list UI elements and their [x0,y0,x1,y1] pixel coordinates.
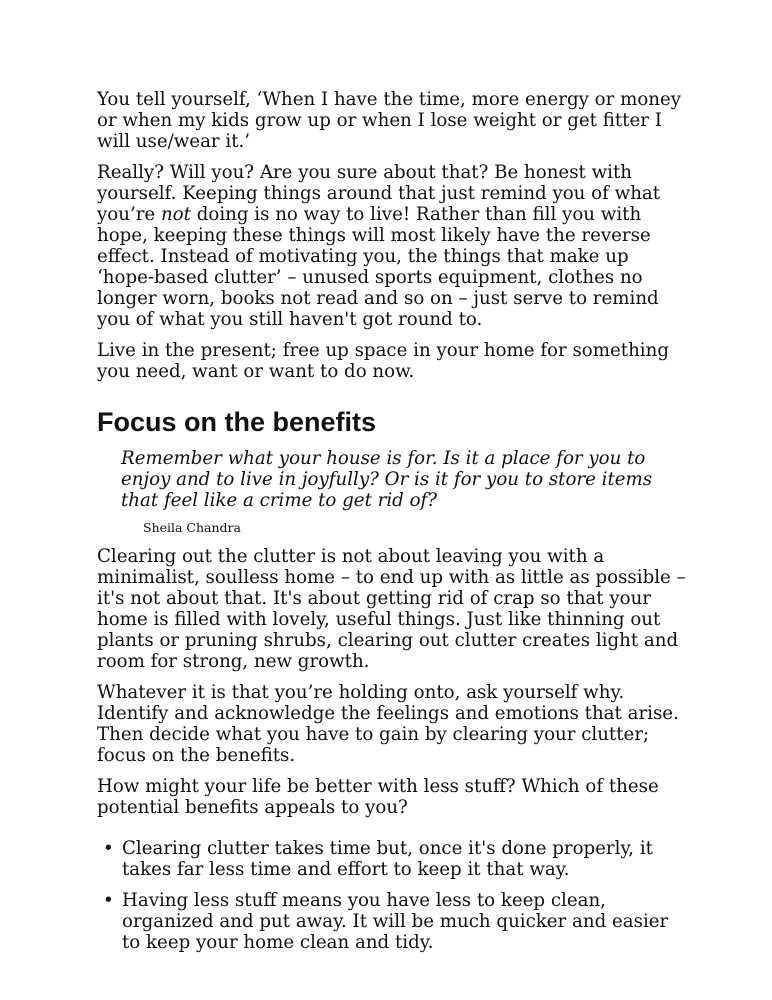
list-item-text: Clearing clutter takes time but, once it's done properly, it takes far less time and effort to keep it that way. [122,838,653,880]
book-page [97,89,687,963]
epigraph-quote [121,448,687,536]
paragraph-clearing-out-clutter: Clearing out the clutter is not about leaving you with a minimalist, soulless home – to end up with as little as possible – it's not about that. It's about getting rid of crap so that your home is filled with lovely, useful things. Just like thinning out plants or pruning shrubs, clearing out clutter creates light and room for strong, new growth. [97,546,686,672]
list-item-text: Having less stuff means you have less to keep clean, organized and put away. It will be much quicker and easier to keep your home clean and tidy. [122,890,669,953]
benefits-list [97,838,687,953]
paragraph-text-before-emphasis: Really? Will you? Are you sure about that? Be honest with yourself. Keeping things around that just remind you of what you’re [97,162,661,225]
paragraph-live-in-present: Live in the present; free up space in your home for something you need, want or want to do now. [97,340,669,382]
quote-text: Remember what your house is for. Is it a place for you to enjoy and to live in joyfully? Or is it for you to store items that feel like a crime to get rid of? [121,448,653,511]
bullet-icon: • [103,838,114,859]
quote-attribution: Sheila Chandra [143,520,241,535]
paragraph-text-after-emphasis: doing is no way to live! Rather than fill you with hope, keeping these things will most likely have the reverse effect. Instead of motivating you, the things that make up ‘hope-based clutter’ – unused sports equipment, clothes no longer worn, books not read and so on – just serve to remind you of what you still haven't got round to. [97,204,659,330]
paragraph-really-will-you [97,162,687,330]
emphasized-word: not [160,204,191,225]
bullet-icon: • [103,890,114,911]
section-heading: Focus on the benefits [97,407,377,437]
paragraph-how-might-your-life: How might your life be better with less stuff? Which of these potential benefits appeals to you? [97,776,659,818]
paragraph-whatever-it-is: Whatever it is that you’re holding onto, ask yourself why. Identify and acknowledge the feelings and emotions that arise. Then decide what you have to gain by clearing your clutter; focus on the benefits. [97,682,679,766]
list-item [97,890,687,953]
list-item [97,838,687,880]
paragraph-when-i-have-time: You tell yourself, ‘When I have the time, more energy or money or when my kids grow up or when I lose weight or get fitter I will use/wear it.’ [97,89,682,152]
